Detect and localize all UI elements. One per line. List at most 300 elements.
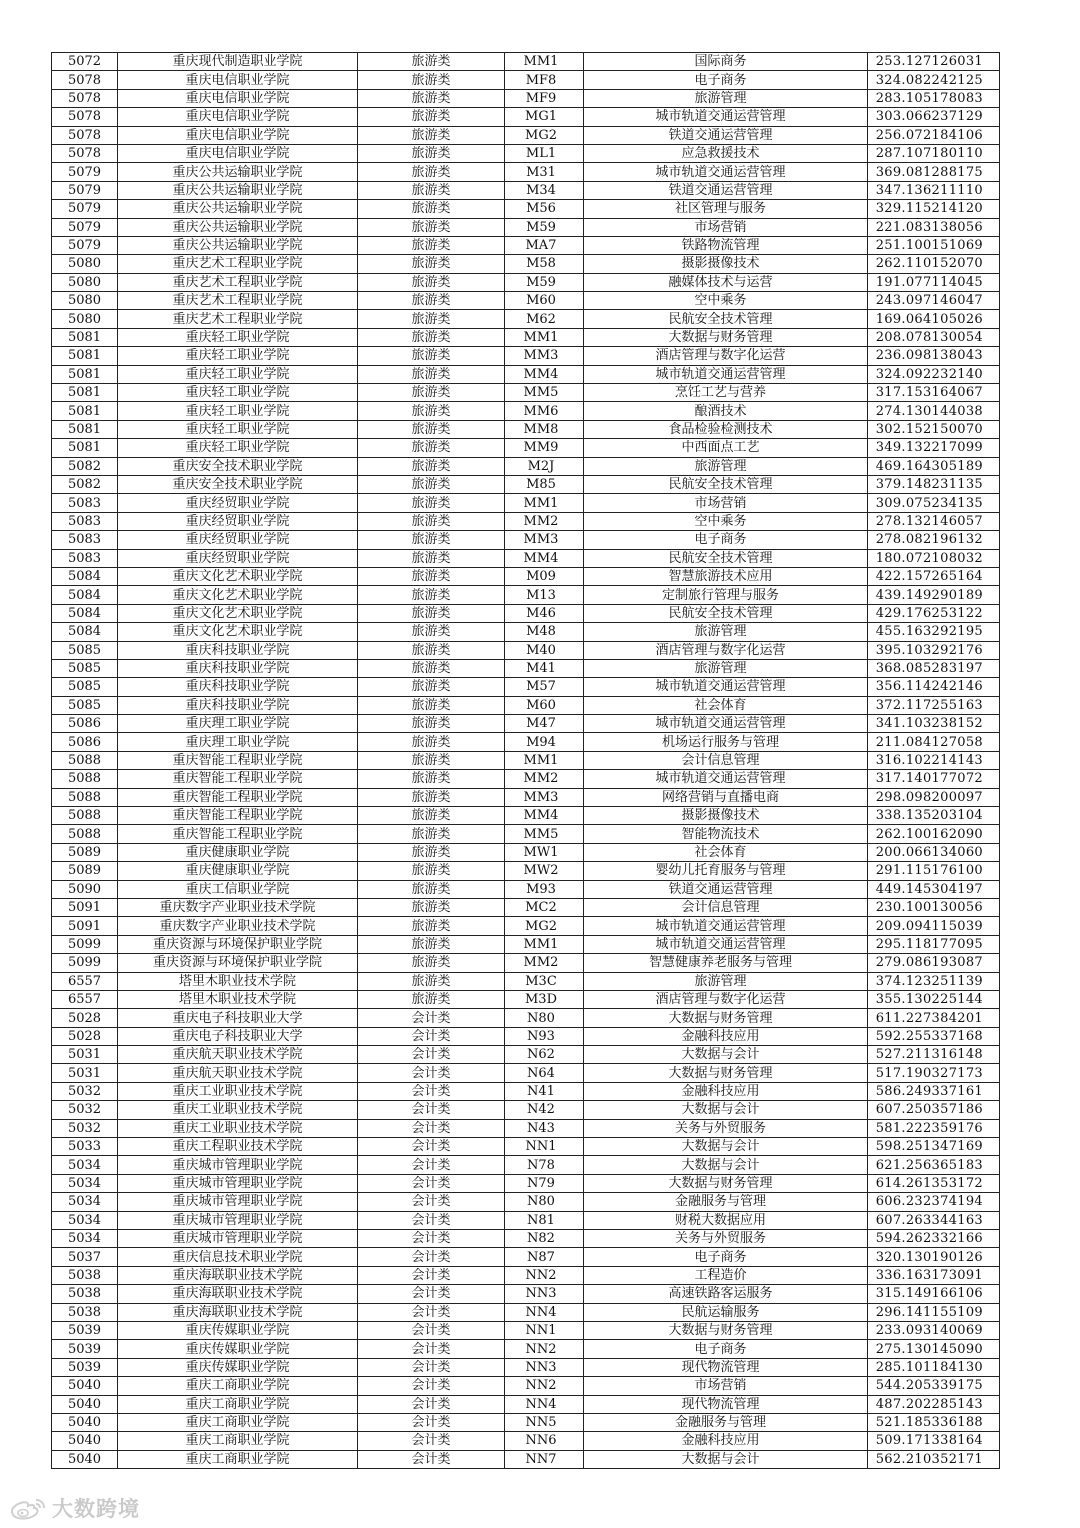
major-code-cell: MG2	[505, 917, 584, 935]
major-code-cell: MW1	[505, 843, 584, 861]
school-code-cell: 5099	[52, 954, 118, 972]
table-row	[52, 678, 1000, 696]
major-code-cell: M09	[505, 567, 584, 585]
score-cell: 169.064105026	[868, 310, 1000, 328]
category-cell: 旅游类	[358, 53, 505, 71]
table-row	[52, 641, 1000, 659]
table-row	[52, 659, 1000, 677]
major-code-cell: MC2	[505, 898, 584, 916]
category-cell: 会计类	[358, 1119, 505, 1137]
school-code-cell: 5083	[52, 494, 118, 512]
major-name-cell: 旅游管理	[584, 623, 868, 641]
major-code-cell: M3C	[505, 972, 584, 990]
score-cell: 180.072108032	[868, 549, 1000, 567]
school-code-cell: 5086	[52, 715, 118, 733]
school-name-cell: 重庆工商职业学院	[118, 1450, 358, 1468]
category-cell: 旅游类	[358, 715, 505, 733]
major-code-cell: M57	[505, 678, 584, 696]
table-row	[52, 825, 1000, 843]
table-row	[52, 807, 1000, 825]
major-code-cell: N41	[505, 1082, 584, 1100]
major-name-cell: 摄影摄像技术	[584, 255, 868, 273]
table-row	[52, 1064, 1000, 1082]
category-cell: 旅游类	[358, 384, 505, 402]
category-cell: 旅游类	[358, 71, 505, 89]
score-cell: 287.107180110	[868, 144, 1000, 162]
table-row	[52, 623, 1000, 641]
school-name-cell: 重庆轻工职业学院	[118, 420, 358, 438]
school-name-cell: 重庆电信职业学院	[118, 126, 358, 144]
score-cell: 592.255337168	[868, 1027, 1000, 1045]
score-cell: 429.176253122	[868, 604, 1000, 622]
school-code-cell: 5079	[52, 200, 118, 218]
score-cell: 455.163292195	[868, 623, 1000, 641]
weibo-logo-icon	[8, 1495, 48, 1521]
major-name-cell: 烹饪工艺与营养	[584, 384, 868, 402]
major-code-cell: N62	[505, 1046, 584, 1064]
major-name-cell: 旅游管理	[584, 972, 868, 990]
major-code-cell: NN5	[505, 1413, 584, 1431]
major-code-cell: NN3	[505, 1285, 584, 1303]
school-code-cell: 5089	[52, 862, 118, 880]
table-row	[52, 494, 1000, 512]
major-code-cell: MM9	[505, 439, 584, 457]
major-code-cell: MM3	[505, 347, 584, 365]
major-code-cell: MM1	[505, 751, 584, 769]
major-name-cell: 大数据与财务管理	[584, 1321, 868, 1339]
category-cell: 旅游类	[358, 126, 505, 144]
score-cell: 278.132146057	[868, 512, 1000, 530]
score-cell: 295.118177095	[868, 935, 1000, 953]
major-name-cell: 融媒体技术与运营	[584, 273, 868, 291]
school-code-cell: 5085	[52, 659, 118, 677]
category-cell: 旅游类	[358, 659, 505, 677]
major-code-cell: N79	[505, 1174, 584, 1192]
major-name-cell: 会计信息管理	[584, 898, 868, 916]
school-name-cell: 重庆公共运输职业学院	[118, 218, 358, 236]
score-cell: 317.153164067	[868, 384, 1000, 402]
category-cell: 旅游类	[358, 825, 505, 843]
category-cell: 会计类	[358, 1432, 505, 1450]
school-name-cell: 重庆经贸职业学院	[118, 549, 358, 567]
school-name-cell: 重庆轻工职业学院	[118, 402, 358, 420]
score-cell: 355.130225144	[868, 990, 1000, 1008]
school-code-cell: 5032	[52, 1101, 118, 1119]
table-row	[52, 255, 1000, 273]
table-row	[52, 218, 1000, 236]
table-row	[52, 1119, 1000, 1137]
category-cell: 旅游类	[358, 696, 505, 714]
school-code-cell: 5081	[52, 439, 118, 457]
score-cell: 527.211316148	[868, 1046, 1000, 1064]
major-code-cell: M93	[505, 880, 584, 898]
school-name-cell: 重庆科技职业学院	[118, 678, 358, 696]
score-cell: 581.222359176	[868, 1119, 1000, 1137]
category-cell: 旅游类	[358, 236, 505, 254]
school-code-cell: 5088	[52, 807, 118, 825]
school-code-cell: 5081	[52, 420, 118, 438]
major-name-cell: 城市轨道交通运营管理	[584, 365, 868, 383]
school-name-cell: 重庆科技职业学院	[118, 696, 358, 714]
school-code-cell: 5034	[52, 1156, 118, 1174]
major-code-cell: NN7	[505, 1450, 584, 1468]
major-code-cell: MM2	[505, 954, 584, 972]
major-name-cell: 定制旅行管理与服务	[584, 586, 868, 604]
major-code-cell: N87	[505, 1248, 584, 1266]
score-cell: 221.083138056	[868, 218, 1000, 236]
table-row	[52, 917, 1000, 935]
school-name-cell: 重庆安全技术职业学院	[118, 475, 358, 493]
major-name-cell: 大数据与会计	[584, 1101, 868, 1119]
school-code-cell: 5034	[52, 1193, 118, 1211]
major-name-cell: 城市轨道交通运营管理	[584, 163, 868, 181]
major-code-cell: N42	[505, 1101, 584, 1119]
major-name-cell: 大数据与财务管理	[584, 1174, 868, 1192]
major-code-cell: MM3	[505, 531, 584, 549]
table-row	[52, 531, 1000, 549]
school-code-cell: 5085	[52, 641, 118, 659]
table-row	[52, 292, 1000, 310]
major-code-cell: M41	[505, 659, 584, 677]
major-name-cell: 高速铁路客运服务	[584, 1285, 868, 1303]
major-name-cell: 铁道交通运营管理	[584, 126, 868, 144]
major-code-cell: NN1	[505, 1138, 584, 1156]
category-cell: 旅游类	[358, 420, 505, 438]
score-cell: 449.145304197	[868, 880, 1000, 898]
school-name-cell: 重庆传媒职业学院	[118, 1358, 358, 1376]
category-cell: 旅游类	[358, 475, 505, 493]
major-name-cell: 会计信息管理	[584, 751, 868, 769]
school-name-cell: 重庆航天职业技术学院	[118, 1046, 358, 1064]
table-row	[52, 1193, 1000, 1211]
major-code-cell: MM4	[505, 549, 584, 567]
major-name-cell: 关务与外贸服务	[584, 1119, 868, 1137]
major-name-cell: 城市轨道交通运营管理	[584, 917, 868, 935]
category-cell: 旅游类	[358, 954, 505, 972]
table-row	[52, 604, 1000, 622]
score-cell: 614.261353172	[868, 1174, 1000, 1192]
table-row	[52, 862, 1000, 880]
major-name-cell: 食品检验检测技术	[584, 420, 868, 438]
school-code-cell: 5039	[52, 1340, 118, 1358]
school-code-cell: 5028	[52, 1027, 118, 1045]
table-row	[52, 457, 1000, 475]
table-row	[52, 1248, 1000, 1266]
major-code-cell: MG2	[505, 126, 584, 144]
table-row	[52, 1413, 1000, 1431]
major-name-cell: 铁道交通运营管理	[584, 181, 868, 199]
major-code-cell: MM1	[505, 494, 584, 512]
school-name-cell: 重庆经贸职业学院	[118, 494, 358, 512]
score-cell: 296.141155109	[868, 1303, 1000, 1321]
category-cell: 会计类	[358, 1138, 505, 1156]
major-code-cell: N78	[505, 1156, 584, 1174]
category-cell: 旅游类	[358, 328, 505, 346]
score-cell: 509.171338164	[868, 1432, 1000, 1450]
score-cell: 372.117255163	[868, 696, 1000, 714]
category-cell: 会计类	[358, 1156, 505, 1174]
school-name-cell: 重庆工程职业技术学院	[118, 1138, 358, 1156]
major-name-cell: 社会体育	[584, 843, 868, 861]
category-cell: 旅游类	[358, 549, 505, 567]
major-name-cell: 电子商务	[584, 71, 868, 89]
school-name-cell: 塔里木职业技术学院	[118, 972, 358, 990]
major-code-cell: N80	[505, 1193, 584, 1211]
major-code-cell: N93	[505, 1027, 584, 1045]
school-name-cell: 重庆文化艺术职业学院	[118, 567, 358, 585]
score-cell: 278.082196132	[868, 531, 1000, 549]
table-row	[52, 843, 1000, 861]
score-cell: 621.256365183	[868, 1156, 1000, 1174]
school-code-cell: 5040	[52, 1450, 118, 1468]
major-code-cell: M85	[505, 475, 584, 493]
table-row	[52, 1046, 1000, 1064]
score-cell: 208.078130054	[868, 328, 1000, 346]
major-name-cell: 铁路物流管理	[584, 236, 868, 254]
score-cell: 251.100151069	[868, 236, 1000, 254]
table-row	[52, 972, 1000, 990]
major-code-cell: M48	[505, 623, 584, 641]
major-code-cell: M34	[505, 181, 584, 199]
major-name-cell: 旅游管理	[584, 457, 868, 475]
score-cell: 439.149290189	[868, 586, 1000, 604]
major-code-cell: NN1	[505, 1321, 584, 1339]
school-code-cell: 5033	[52, 1138, 118, 1156]
school-code-cell: 5085	[52, 696, 118, 714]
school-name-cell: 重庆航天职业技术学院	[118, 1064, 358, 1082]
school-code-cell: 5084	[52, 586, 118, 604]
score-cell: 320.130190126	[868, 1248, 1000, 1266]
score-cell: 356.114242146	[868, 678, 1000, 696]
major-name-cell: 国际商务	[584, 53, 868, 71]
major-name-cell: 城市轨道交通运营管理	[584, 770, 868, 788]
major-code-cell: MM6	[505, 402, 584, 420]
school-code-cell: 5039	[52, 1321, 118, 1339]
category-cell: 会计类	[358, 1027, 505, 1045]
watermark-text: 大数跨境	[52, 1497, 140, 1521]
major-code-cell: M94	[505, 733, 584, 751]
major-code-cell: MM5	[505, 825, 584, 843]
score-cell: 243.097146047	[868, 292, 1000, 310]
school-code-cell: 6557	[52, 972, 118, 990]
table-row	[52, 144, 1000, 162]
school-name-cell: 重庆城市管理职业学院	[118, 1156, 358, 1174]
table-body	[52, 53, 1000, 1469]
major-code-cell: MM8	[505, 420, 584, 438]
school-name-cell: 重庆城市管理职业学院	[118, 1174, 358, 1192]
major-name-cell: 城市轨道交通运营管理	[584, 715, 868, 733]
table-row	[52, 1009, 1000, 1027]
major-code-cell: M58	[505, 255, 584, 273]
category-cell: 会计类	[358, 1009, 505, 1027]
school-name-cell: 重庆轻工职业学院	[118, 439, 358, 457]
score-cell: 347.136211110	[868, 181, 1000, 199]
school-code-cell: 5082	[52, 475, 118, 493]
table-row	[52, 1082, 1000, 1100]
school-name-cell: 重庆信息技术职业学院	[118, 1248, 358, 1266]
school-code-cell: 5090	[52, 880, 118, 898]
school-name-cell: 重庆城市管理职业学院	[118, 1230, 358, 1248]
category-cell: 旅游类	[358, 108, 505, 126]
major-name-cell: 智慧旅游技术应用	[584, 567, 868, 585]
category-cell: 会计类	[358, 1377, 505, 1395]
school-name-cell: 重庆健康职业学院	[118, 843, 358, 861]
major-code-cell: MM2	[505, 512, 584, 530]
category-cell: 旅游类	[358, 678, 505, 696]
table-row	[52, 89, 1000, 107]
score-cell: 562.210352171	[868, 1450, 1000, 1468]
major-name-cell: 城市轨道交通运营管理	[584, 678, 868, 696]
category-cell: 旅游类	[358, 292, 505, 310]
category-cell: 旅游类	[358, 623, 505, 641]
table-row	[52, 1156, 1000, 1174]
school-code-cell: 5032	[52, 1082, 118, 1100]
score-cell: 611.227384201	[868, 1009, 1000, 1027]
major-name-cell: 民航安全技术管理	[584, 475, 868, 493]
school-code-cell: 5078	[52, 126, 118, 144]
school-name-cell: 重庆艺术工程职业学院	[118, 255, 358, 273]
score-cell: 341.103238152	[868, 715, 1000, 733]
school-name-cell: 重庆工商职业学院	[118, 1432, 358, 1450]
category-cell: 旅游类	[358, 604, 505, 622]
category-cell: 会计类	[358, 1321, 505, 1339]
table-row	[52, 273, 1000, 291]
score-cell: 606.232374194	[868, 1193, 1000, 1211]
category-cell: 会计类	[358, 1450, 505, 1468]
major-name-cell: 电子商务	[584, 531, 868, 549]
school-code-cell: 5039	[52, 1358, 118, 1376]
score-cell: 274.130144038	[868, 402, 1000, 420]
major-name-cell: 旅游管理	[584, 659, 868, 677]
score-cell: 324.082242125	[868, 71, 1000, 89]
school-code-cell: 5081	[52, 402, 118, 420]
table-row	[52, 512, 1000, 530]
school-code-cell: 5080	[52, 310, 118, 328]
category-cell: 旅游类	[358, 843, 505, 861]
score-cell: 324.092232140	[868, 365, 1000, 383]
major-code-cell: NN6	[505, 1432, 584, 1450]
major-code-cell: M56	[505, 200, 584, 218]
category-cell: 旅游类	[358, 365, 505, 383]
school-name-cell: 塔里木职业技术学院	[118, 990, 358, 1008]
school-code-cell: 5040	[52, 1432, 118, 1450]
school-code-cell: 5032	[52, 1119, 118, 1137]
major-name-cell: 市场营销	[584, 494, 868, 512]
category-cell: 会计类	[358, 1358, 505, 1376]
school-code-cell: 5088	[52, 770, 118, 788]
major-name-cell: 酿酒技术	[584, 402, 868, 420]
category-cell: 旅游类	[358, 494, 505, 512]
category-cell: 会计类	[358, 1248, 505, 1266]
major-code-cell: M2J	[505, 457, 584, 475]
school-name-cell: 重庆传媒职业学院	[118, 1340, 358, 1358]
school-name-cell: 重庆海联职业技术学院	[118, 1285, 358, 1303]
major-name-cell: 机场运行服务与管理	[584, 733, 868, 751]
major-name-cell: 大数据与财务管理	[584, 1009, 868, 1027]
score-cell: 236.098138043	[868, 347, 1000, 365]
admission-score-table	[51, 52, 1000, 1469]
table-row	[52, 1321, 1000, 1339]
school-name-cell: 重庆现代制造职业学院	[118, 53, 358, 71]
major-name-cell: 民航安全技术管理	[584, 549, 868, 567]
school-name-cell: 重庆理工职业学院	[118, 733, 358, 751]
category-cell: 会计类	[358, 1285, 505, 1303]
school-code-cell: 5083	[52, 512, 118, 530]
table-row	[52, 126, 1000, 144]
score-cell: 316.102214143	[868, 751, 1000, 769]
school-code-cell: 5084	[52, 623, 118, 641]
major-code-cell: M40	[505, 641, 584, 659]
school-name-cell: 重庆轻工职业学院	[118, 328, 358, 346]
school-code-cell: 5034	[52, 1211, 118, 1229]
category-cell: 旅游类	[358, 733, 505, 751]
school-code-cell: 5091	[52, 898, 118, 916]
school-code-cell: 5038	[52, 1266, 118, 1284]
school-code-cell: 5079	[52, 218, 118, 236]
major-name-cell: 城市轨道交通运营管理	[584, 108, 868, 126]
school-code-cell: 5085	[52, 678, 118, 696]
score-cell: 211.084127058	[868, 733, 1000, 751]
category-cell: 旅游类	[358, 641, 505, 659]
school-code-cell: 5038	[52, 1303, 118, 1321]
school-name-cell: 重庆城市管理职业学院	[118, 1211, 358, 1229]
school-name-cell: 重庆经贸职业学院	[118, 512, 358, 530]
major-code-cell: MM5	[505, 384, 584, 402]
school-name-cell: 重庆轻工职业学院	[118, 384, 358, 402]
major-name-cell: 金融服务与管理	[584, 1413, 868, 1431]
school-code-cell: 5040	[52, 1413, 118, 1431]
school-name-cell: 重庆工商职业学院	[118, 1395, 358, 1413]
category-cell: 旅游类	[358, 898, 505, 916]
school-name-cell: 重庆艺术工程职业学院	[118, 292, 358, 310]
major-name-cell: 财税大数据应用	[584, 1211, 868, 1229]
major-name-cell: 大数据与会计	[584, 1046, 868, 1064]
major-name-cell: 空中乘务	[584, 512, 868, 530]
category-cell: 旅游类	[358, 273, 505, 291]
category-cell: 旅游类	[358, 972, 505, 990]
category-cell: 会计类	[358, 1082, 505, 1100]
category-cell: 会计类	[358, 1340, 505, 1358]
school-name-cell: 重庆艺术工程职业学院	[118, 273, 358, 291]
school-code-cell: 5072	[52, 53, 118, 71]
school-name-cell: 重庆电信职业学院	[118, 89, 358, 107]
score-cell: 338.135203104	[868, 807, 1000, 825]
major-name-cell: 金融服务与管理	[584, 1193, 868, 1211]
table-row	[52, 549, 1000, 567]
school-name-cell: 重庆电信职业学院	[118, 71, 358, 89]
school-name-cell: 重庆科技职业学院	[118, 659, 358, 677]
school-code-cell: 5034	[52, 1174, 118, 1192]
table-row	[52, 1174, 1000, 1192]
major-name-cell: 城市轨道交通运营管理	[584, 935, 868, 953]
table-row	[52, 53, 1000, 71]
school-name-cell: 重庆工业职业技术学院	[118, 1119, 358, 1137]
major-code-cell: ML1	[505, 144, 584, 162]
score-cell: 262.110152070	[868, 255, 1000, 273]
table-row	[52, 990, 1000, 1008]
major-code-cell: M13	[505, 586, 584, 604]
major-code-cell: N43	[505, 1119, 584, 1137]
score-cell: 487.202285143	[868, 1395, 1000, 1413]
category-cell: 旅游类	[358, 751, 505, 769]
table-row	[52, 347, 1000, 365]
major-code-cell: M60	[505, 696, 584, 714]
school-name-cell: 重庆智能工程职业学院	[118, 788, 358, 806]
major-name-cell: 市场营销	[584, 1377, 868, 1395]
category-cell: 旅游类	[358, 807, 505, 825]
score-cell: 298.098200097	[868, 788, 1000, 806]
category-cell: 旅游类	[358, 347, 505, 365]
